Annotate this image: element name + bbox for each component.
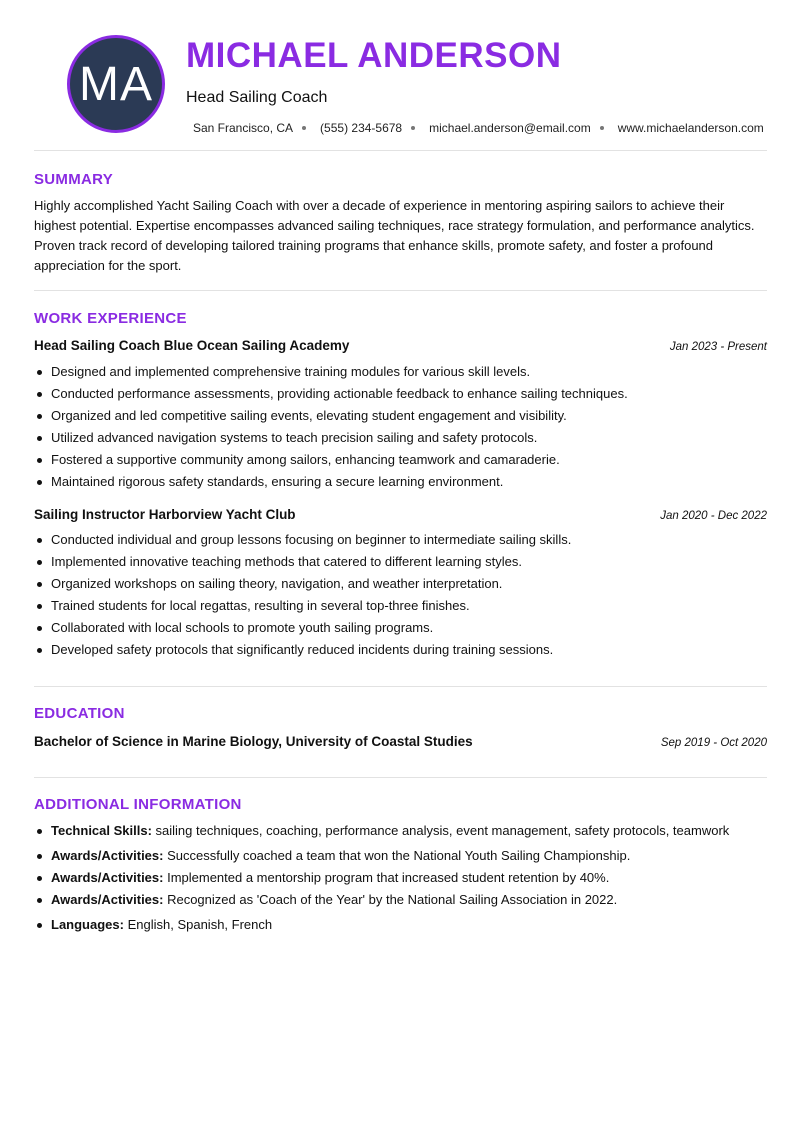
item-label: Technical Skills: xyxy=(51,823,152,838)
list-item: Developed safety protocols that significantly reduced incidents during training sessions. xyxy=(34,639,571,661)
job-bullets xyxy=(34,529,571,661)
avatar-initials: MA xyxy=(79,57,153,111)
separator-dot xyxy=(302,126,306,130)
additional-info-list xyxy=(34,820,729,936)
list-item: Fostered a supportive community among sailors, enhancing teamwork and camaraderie. xyxy=(34,449,628,471)
list-item: Organized workshops on sailing theory, navigation, and weather interpretation. xyxy=(34,573,571,595)
section-divider xyxy=(34,150,767,151)
list-item: Collaborated with local schools to promote youth sailing programs. xyxy=(34,617,571,639)
additional-info-heading: ADDITIONAL INFORMATION xyxy=(34,796,242,813)
item-label: Languages: xyxy=(51,917,124,932)
section-divider xyxy=(34,777,767,778)
candidate-title: Head Sailing Coach xyxy=(186,89,328,106)
contact-phone: (555) 234-5678 xyxy=(320,121,403,135)
degree: Bachelor of Science in Marine Biology, University of Coastal Studies xyxy=(34,734,473,749)
list-item xyxy=(34,867,729,889)
list-item xyxy=(34,914,729,936)
section-divider xyxy=(34,686,767,687)
item-text: Implemented a mentorship program that increased student retention by 40%. xyxy=(163,870,610,885)
work-experience-heading: WORK EXPERIENCE xyxy=(34,310,187,327)
list-item xyxy=(34,820,729,845)
section-divider xyxy=(34,290,767,291)
separator-dot xyxy=(411,126,415,130)
job-header xyxy=(34,338,767,353)
list-item: Conducted individual and group lessons focusing on beginner to intermediate sailing skills. xyxy=(34,529,571,551)
item-label: Awards/Activities: xyxy=(51,870,164,885)
list-item: Implemented innovative teaching methods that catered to different learning styles. xyxy=(34,551,571,573)
item-text: Recognized as 'Coach of the Year' by the National Sailing Association in 2022. xyxy=(163,892,618,907)
summary-text: Highly accomplished Yacht Sailing Coach with over a decade of experience in mentoring aspiring sailors to achieve their highest potential. Expertise encompasses advanced sailing techniques, race strategy formulation, and performance analytics. Proven track record of developing tailored training programs that enhance skills, promote safety, and foster a profound appreciation for the sport. xyxy=(34,198,755,273)
list-item: Conducted performance assessments, providing actionable feedback to enhance sailing techniques. xyxy=(34,383,628,405)
job-bullets xyxy=(34,361,628,493)
candidate-name: MICHAEL ANDERSON xyxy=(186,36,562,75)
list-item: Organized and led competitive sailing events, elevating student engagement and visibility. xyxy=(34,405,628,427)
job-title: Head Sailing Coach Blue Ocean Sailing Academy xyxy=(34,338,350,353)
list-item: Maintained rigorous safety standards, ensuring a secure learning environment. xyxy=(34,471,628,493)
summary-heading: SUMMARY xyxy=(34,171,114,188)
contact-website[interactable]: www.michaelanderson.com xyxy=(617,121,764,135)
list-item xyxy=(34,845,729,867)
separator-dot xyxy=(600,126,604,130)
item-label: Awards/Activities: xyxy=(51,848,164,863)
job-date: Jan 2023 - Present xyxy=(669,341,767,353)
job-title: Sailing Instructor Harborview Yacht Club xyxy=(34,507,296,522)
contact-email[interactable]: michael.anderson@email.com xyxy=(429,121,591,135)
job-date: Jan 2020 - Dec 2022 xyxy=(660,510,767,522)
job-header xyxy=(34,507,767,522)
contact-info xyxy=(193,121,764,135)
item-text: Successfully coached a team that won the National Youth Sailing Championship. xyxy=(163,848,631,863)
resume-header xyxy=(33,0,767,150)
item-text: English, Spanish, French xyxy=(123,917,273,932)
item-label: Awards/Activities: xyxy=(51,892,164,907)
education-entry xyxy=(34,734,767,749)
item-text: sailing techniques, coaching, performance analysis, event management, safety protocols, teamwork xyxy=(151,823,730,838)
contact-location: San Francisco, CA xyxy=(193,121,294,135)
education-heading: EDUCATION xyxy=(34,705,125,722)
avatar xyxy=(67,35,165,133)
list-item: Trained students for local regattas, resulting in several top-three finishes. xyxy=(34,595,571,617)
list-item: Designed and implemented comprehensive training modules for various skill levels. xyxy=(34,361,628,383)
list-item xyxy=(34,889,729,914)
list-item: Utilized advanced navigation systems to teach precision sailing and safety protocols. xyxy=(34,427,628,449)
education-date: Sep 2019 - Oct 2020 xyxy=(660,737,767,749)
